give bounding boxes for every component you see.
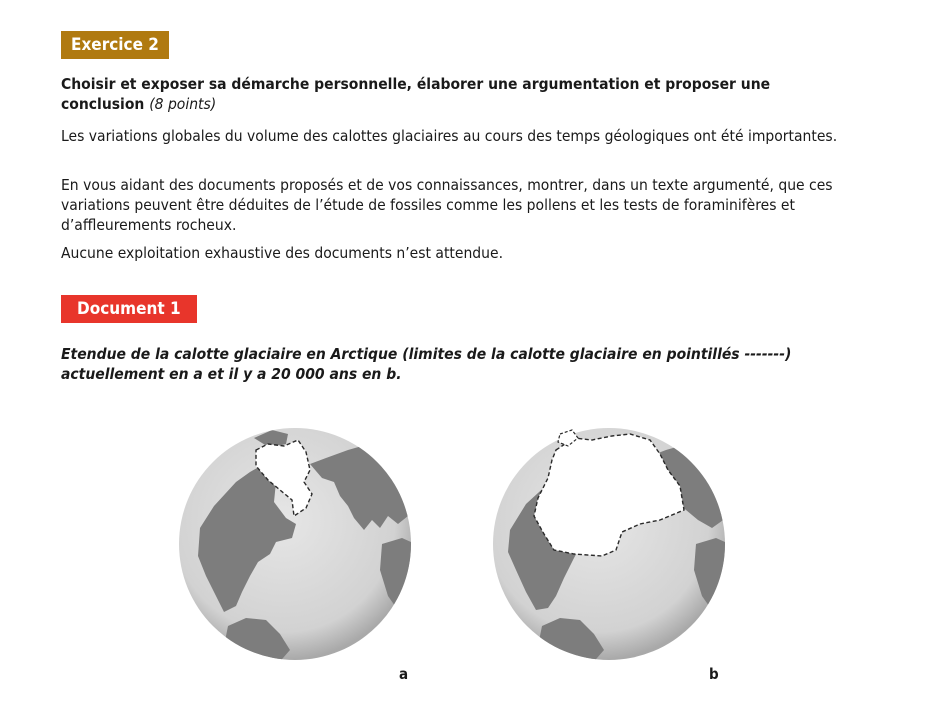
globe-present-ice-cap-icon [176,420,416,660]
document-caption: Etendue de la calotte glaciaire en Arctique (limites de la calotte glaciaire en pointillés -------) actuellement en a et il y a 20 000 ans en b. [61,345,792,383]
points-text: (8 points) [149,95,217,113]
figure-label-b: b [709,665,719,683]
paragraph-context: Les variations globales du volume des calottes glaciaires au cours des temps géologiques ont été importantes. [61,127,838,145]
document-badge: Document 1 [61,295,197,323]
paragraph-note: Aucune exploitation exhaustive des documents n’est attendue. [61,244,504,262]
globe-glacial-ice-cap-icon [490,420,730,660]
instruction-text: Choisir et exposer sa démarche personnelle, élaborer une argumentation et proposer une conclusion [61,75,771,113]
figure-label-a: a [399,665,409,683]
exercise-badge: Exercice 2 [61,31,169,59]
paragraph-question: En vous aidant des documents proposés et de vos connaissances, montrer, dans un texte argumenté, que ces variations peuvent être déduites de l’étude de fossiles comme les pollens et les tests de foraminifères et d’affleurements rocheux. [61,176,833,234]
exercise-instruction [61,74,841,114]
